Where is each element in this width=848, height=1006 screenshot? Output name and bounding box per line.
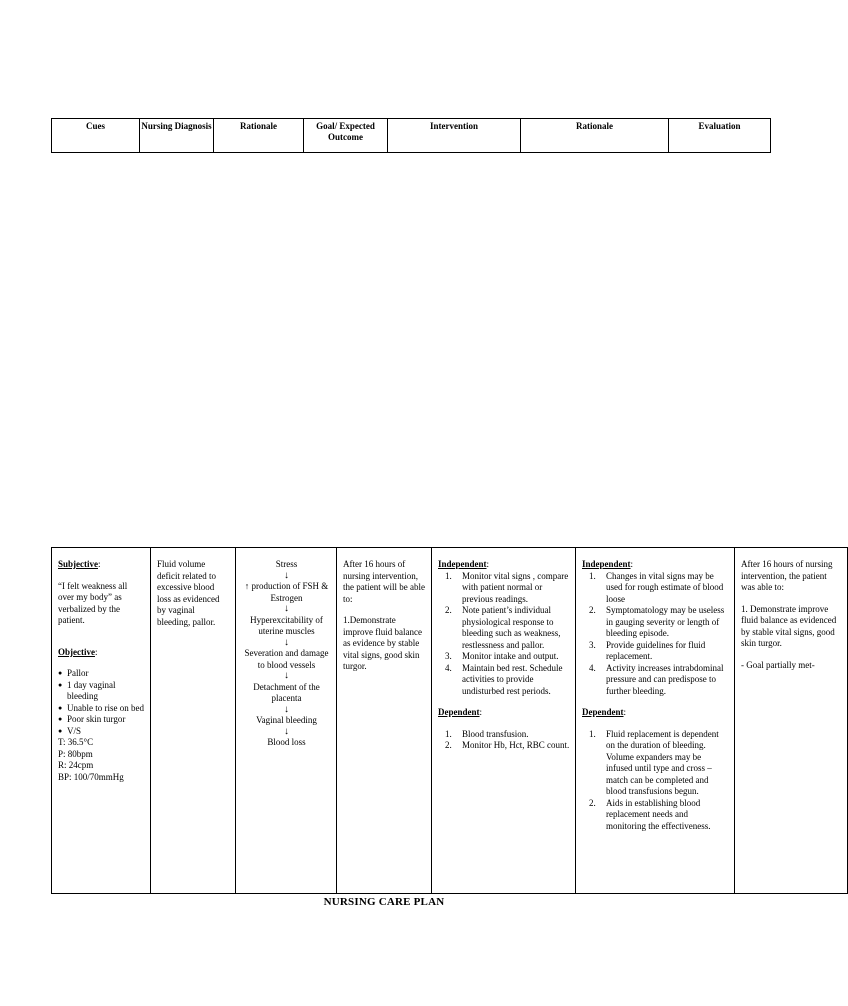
down-arrow-icon: ↓ <box>284 636 289 648</box>
flow-step: Hyperexcitability of uterine muscles <box>250 614 323 637</box>
vital-resp: R: 24cpm <box>58 760 94 771</box>
list-item: 1. Changes in vital signs may be used for rough estimate of blood loose <box>589 570 724 604</box>
header-rationale-2: Rationale <box>521 119 669 153</box>
flow-step: ↑ production of FSH & Estrogen <box>244 581 329 603</box>
dependent-label: Dependent <box>582 707 624 718</box>
list-item: 2. Aids in establishing blood replacement needs and monitoring the effectiveness. <box>589 797 711 831</box>
list-item: ● V/S <box>58 726 145 738</box>
goal-intro: After 16 hours of nursing intervention, the patient will be able to: <box>343 559 425 604</box>
rationale-dependent-list <box>582 729 729 833</box>
goal-cell <box>337 548 432 894</box>
header-cues: Cues <box>52 119 140 153</box>
objective-list <box>58 668 145 737</box>
header-intervention: Intervention <box>388 119 521 153</box>
evaluation-cell <box>735 548 848 894</box>
list-item: 2. Symptomatology may be useless in gauging severity or length of bleeding episode. <box>589 605 725 639</box>
subjective-quote: “I felt weakness all over my body” as verbalized by the patient. <box>58 580 128 626</box>
care-plan-body-table <box>51 547 848 894</box>
down-arrow-icon: ↓ <box>284 703 289 715</box>
evaluation-status: - Goal partially met- <box>741 659 815 670</box>
objective-label: Objective <box>58 646 95 657</box>
diagnosis-cell <box>151 548 236 894</box>
list-item: 1. Blood transfusion. <box>445 728 529 739</box>
evaluation-intro: After 16 hours of nursing intervention, the patient was able to: <box>741 559 833 593</box>
list-item: 3. Monitor intake and output. <box>445 651 559 662</box>
header-goal: Goal/ Expected Outcome <box>304 119 388 153</box>
independent-list <box>438 571 570 698</box>
rationale-independent-list <box>582 571 729 698</box>
flow-step: Blood loss <box>267 737 306 748</box>
down-arrow-icon: ↓ <box>284 670 289 682</box>
flow-step: Detachment of the placenta <box>253 681 320 704</box>
goal-item: 1.Demonstrate improve fluid balance as evidence by stable vital signs, good skin turgor. <box>343 615 422 672</box>
flow-step: Stress <box>275 559 298 569</box>
down-arrow-icon: ↓ <box>284 569 289 581</box>
independent-label: Independent <box>438 559 487 569</box>
list-item: 2. Monitor Hb, Hct, RBC count. <box>445 740 570 751</box>
intervention-cell: Independent: 1. Monitor vital signs , compare with patient normal or previous readings. 2. Note patient’s individual physiological response to bleeding such as weakness, restlessness and pallor. 3. Monitor intake and output. 4. Maintain bed rest. Schedule activities to provide undisturbed rest periods. Dependent: 1. Blood transfusion. 2. Monitor Hb, Hct, RBC count. <box>432 548 576 894</box>
diagnosis-text: Fluid volume deficit related to excessive blood loss as evidenced by vaginal bleeding, pallor. <box>157 559 220 627</box>
list-item: 1. Fluid replacement is dependent on the duration of bleeding. Volume expanders may be infused until type and cross – match can be completed and blood transfusions begun. <box>589 728 719 797</box>
header-evaluation: Evaluation <box>669 119 771 153</box>
down-arrow-icon: ↓ <box>284 725 289 737</box>
independent-label: Independent <box>582 559 631 569</box>
vital-bp: BP: 100/70mmHg <box>58 771 124 782</box>
pathophysiology-cell <box>236 548 337 894</box>
page-title: NURSING CARE PLAN <box>323 896 445 908</box>
cues-cell: Subjective: “I felt weakness all over my body” as verbalized by the patient. Objective: ● Pallor ● 1 day vaginal bleeding ● Unable to rise on bed ● Poor skin turgor ● V/S T: 36.5°C P: 80bpm R: 24cpm BP: 100/70mmHg <box>52 548 151 894</box>
list-item: 4. Maintain bed rest. Schedule activities to provide undisturbed rest periods. <box>445 662 563 696</box>
vital-temp: T: 36.5°C <box>58 737 94 748</box>
vital-pulse: P: 80bpm <box>58 748 93 759</box>
list-item: 4. Activity increases intrabdominal pressure and can predispose to further bleeding. <box>589 662 724 696</box>
flow-step: Severation and damage to blood vessels <box>244 648 329 670</box>
header-nursing-diagnosis: Nursing Diagnosis <box>140 119 214 153</box>
rationale-cell: Independent: 1. Changes in vital signs may be used for rough estimate of blood loose 2. Symptomatology may be useless in gauging severity or length of bleeding episode. 3. Provide guidelines for fluid replacement. 4. Activity increases intrabdominal pressure and can predispose to further bleeding. Dependent: 1. Fluid replacement is dependent on the duration of bleeding. Volume expanders may be infused until type and cross – match can be completed and blood transfusions begun. 2. Aids in establishing blood replacement needs and monitoring the effectiveness. <box>576 548 735 894</box>
header-rationale: Rationale <box>214 119 304 153</box>
list-item: ● Pallor <box>58 668 145 680</box>
list-item: 2. Note patient’s individual physiological response to bleeding such as weakness, restlessness and pallor. <box>445 605 561 650</box>
list-item: ● Unable to rise on bed <box>58 703 145 715</box>
list-item: 3. Provide guidelines for fluid replacement. <box>589 639 706 662</box>
subjective-label: Subjective <box>58 559 98 569</box>
list-item: 1. Monitor vital signs , compare with patient normal or previous readings. <box>445 570 569 604</box>
down-arrow-icon: ↓ <box>284 603 289 615</box>
evaluation-item: 1. Demonstrate improve fluid balance as evidenced by stable vital signs, good skin turgor. <box>741 603 837 649</box>
list-item: ● 1 day vaginal bleeding <box>58 680 145 703</box>
dependent-list <box>438 729 570 752</box>
dependent-label: Dependent <box>438 707 480 718</box>
care-plan-header-table <box>51 118 771 153</box>
flow-step: Vaginal bleeding <box>256 715 317 726</box>
list-item: ● Poor skin turgor <box>58 714 145 726</box>
